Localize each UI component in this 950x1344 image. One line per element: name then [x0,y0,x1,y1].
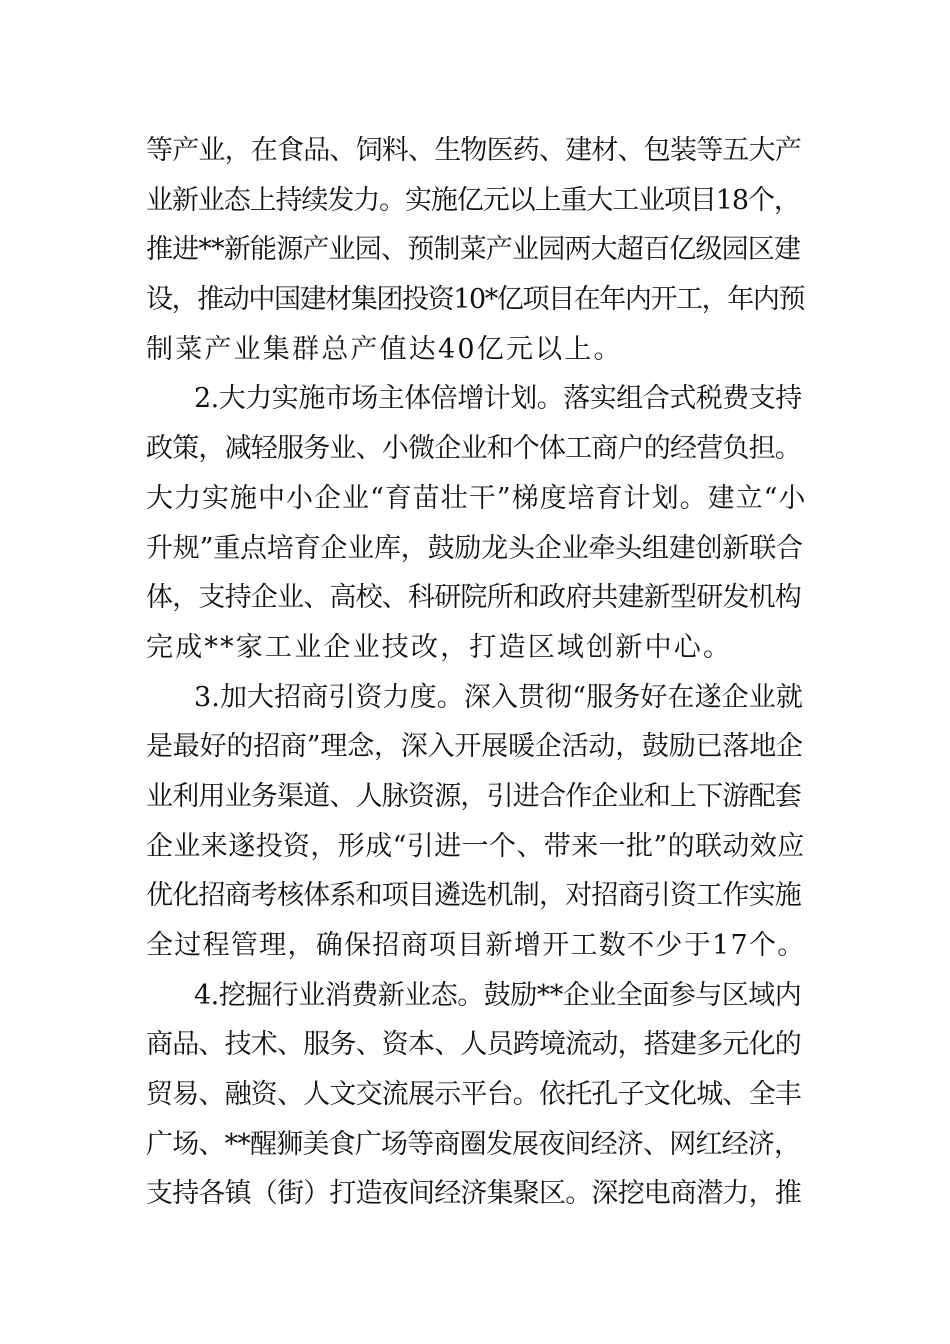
text-line: 企业来遂投资，形成“引进一个、带来一批”的联动效应 [146,830,805,862]
text-line: 业利用业务渠道、人脉资源，引进合作企业和上下游配套 [146,780,801,812]
text-line: 支持各镇（街）打造夜间经济集聚区。深挖电商潜力，推 [146,1178,801,1210]
text-line: 优化招商考核体系和项目遴选机制，对招商引资工作实施 [146,880,801,912]
text-line: 完成**家工业企业技改，打造区域创新中心。 [146,631,733,663]
text-line: 等产业，在食品、饲料、生物医药、建材、包装等五大产 [146,135,801,166]
text-line: 全过程管理，确保招商项目新增开工数不少于17个。 [146,930,806,961]
document-body [146,126,806,1219]
text-line: 制菜产业集群总产值达40亿元以上。 [146,333,623,365]
text-line: 商品、技术、服务、资本、人员跨境流动，搭建多元化的 [146,1029,801,1061]
text-line: 升规”重点培育企业库，鼓励龙头企业牵头组建创新联合 [146,532,803,564]
text-line: 贸易、融资、人文交流展示平台。依托孔子文化城、全丰 [146,1079,801,1111]
text-line: 推进**新能源产业园、预制菜产业园两大超百亿级园区建 [146,234,801,266]
text-line: 体，支持企业、高校、科研院所和政府共建新型研发机构 [146,582,801,614]
text-line: 业新业态上持续发力。实施亿元以上重大工业项目18个， [146,184,800,216]
text-line: 政策，减轻服务业、小微企业和个体工商户的经营负担。 [146,433,801,465]
paragraph-first-line: 2.大力实施市场主体倍增计划。落实组合式税费支持 [194,383,802,415]
text-line: 设，推动中国建材集团投资10*亿项目在年内开工，年内预 [146,284,805,316]
paragraph-first-line: 4.挖掘行业消费新业态。鼓励**企业全面参与区域内 [194,979,802,1011]
text-line: 是最好的招商”理念，深入开展暖企活动，鼓励已落地企 [146,731,803,763]
text-line: 广场、**醒狮美食广场等商圈发展夜间经济、网红经济， [146,1128,801,1160]
paragraph-first-line: 3.加大招商引资力度。深入贯彻“服务好在遂企业就 [194,681,803,713]
text-line: 大力实施中小企业“育苗壮干”梯度培育计划。建立“小 [146,482,807,514]
